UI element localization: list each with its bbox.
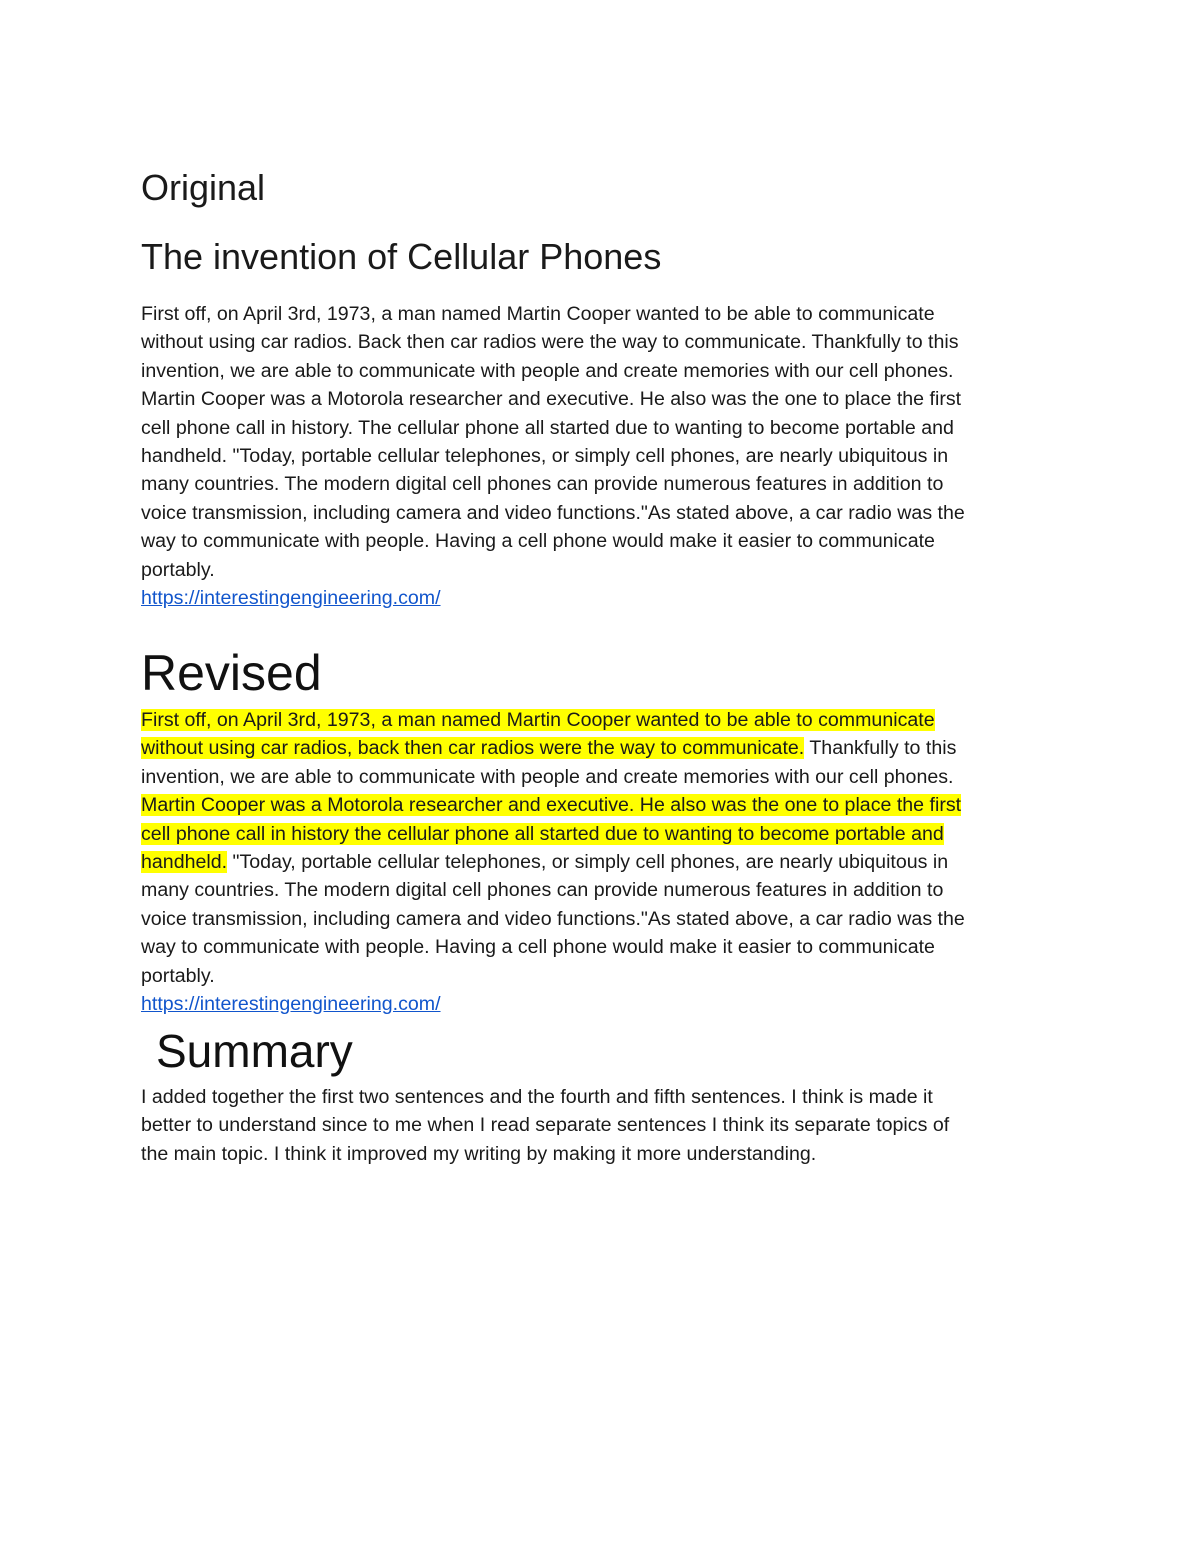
- revised-line: voice transmission, including camera and video functions."As stated above, a car radio was the: [141, 907, 965, 930]
- highlighted-text: cell phone call in history the cellular phone all started due to wanting to become portable and: [141, 822, 944, 845]
- highlighted-text: First off, on April 3rd, 1973, a man named Martin Cooper wanted to be able to communicate: [141, 709, 935, 731]
- summary-line: the main topic. I think it improved my writing by making it more understanding.: [141, 1142, 817, 1165]
- original-line: handheld. "Today, portable cellular telephones, or simply cell phones, are nearly ubiquitous in: [141, 445, 949, 468]
- summary-line: I added together the first two sentences and the fourth and fifth sentences. I think is made it: [141, 1086, 933, 1108]
- summary-line: better to understand since to me when I read separate sentences I think its separate topics of: [141, 1114, 950, 1137]
- original-line: First off, on April 3rd, 1973, a man named Martin Cooper wanted to be able to communicate: [141, 303, 935, 325]
- heading-revised: Revised: [141, 645, 322, 701]
- revised-text: Thankfully to this: [804, 737, 957, 760]
- original-paragraph: [141, 300, 1056, 612]
- highlighted-text: handheld.: [141, 851, 228, 874]
- revised-line: many countries. The modern digital cell phones can provide numerous features in addition to: [141, 879, 944, 902]
- source-link-original[interactable]: https://interestingengineering.com/: [141, 587, 441, 610]
- revised-line: way to communicate with people. Having a cell phone would make it easier to communicate: [141, 936, 935, 959]
- essay-title: The invention of Cellular Phones: [141, 236, 662, 277]
- highlighted-text: Martin Cooper was a Motorola researcher and executive. He also was the one to place the first: [141, 794, 962, 817]
- summary-paragraph: [141, 1083, 1056, 1168]
- original-line: portably.: [141, 558, 215, 581]
- original-line: cell phone call in history. The cellular phone all started due to wanting to become portable and: [141, 416, 954, 439]
- heading-summary: Summary: [156, 1025, 353, 1077]
- highlighted-text: without using car radios, back then car radios were the way to communicate.: [141, 737, 805, 760]
- original-line: many countries. The modern digital cell phones can provide numerous features in addition to: [141, 473, 944, 496]
- source-link-revised[interactable]: https://interestingengineering.com/: [141, 993, 441, 1016]
- original-line: voice transmission, including camera and video functions."As stated above, a car radio was the: [141, 501, 965, 524]
- revised-line: portably.: [141, 964, 215, 987]
- original-line: way to communicate with people. Having a cell phone would make it easier to communicate: [141, 530, 935, 553]
- original-line: Martin Cooper was a Motorola researcher and executive. He also was the one to place the first: [141, 388, 962, 411]
- revised-paragraph: [141, 706, 1056, 1018]
- revised-text: "Today, portable cellular telephones, or simply cell phones, are nearly ubiquitous in: [227, 851, 949, 874]
- revised-line: invention, we are able to communicate with people and create memories with our cell phones.: [141, 765, 954, 788]
- heading-original: Original: [141, 167, 266, 208]
- original-line: without using car radios. Back then car radios were the way to communicate. Thankfully to this: [141, 331, 959, 354]
- original-line: invention, we are able to communicate with people and create memories with our cell phones.: [141, 359, 954, 382]
